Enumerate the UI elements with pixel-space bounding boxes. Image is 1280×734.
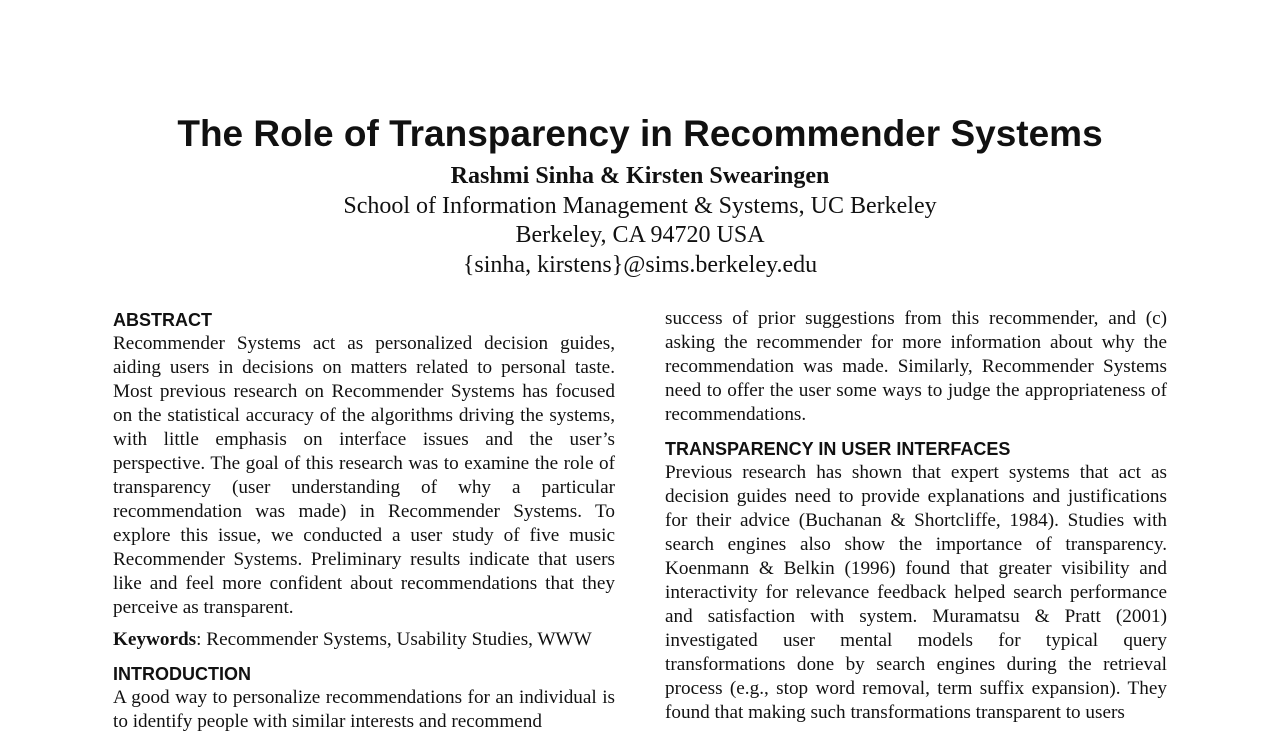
abstract-heading: ABSTRACT	[113, 310, 212, 330]
author-address: Berkeley, CA 94720 USA	[515, 222, 765, 248]
continued-paragraph: success of prior suggestions from this recommender, and (c) asking the recommender for more information about why the recommendation was made. Similarly, Recommender Systems need to offer the user some ways to judge the appropriateness of recommendations.	[665, 308, 1167, 425]
abstract-text: Recommender Systems act as personalized decision guides, aiding users in decisions on matters related to personal taste. Most previous research on Recommender Systems has focused on the statistical accuracy of the algorithms driving the systems, with little emphasis on interface issues and the user’s perspective. The goal of this research was to examine the role of transparency (user understanding of why a particular recommendation was made) in Recommender Systems. To explore this issue, we conducted a user study of five music Recommender Systems. Preliminary results indicate that users like and feel more confident about recommendations that they perceive as transparent.	[113, 333, 615, 618]
author-email: {sinha, kirstens}@sims.berkeley.edu	[462, 251, 818, 278]
author-affiliation: School of Information Management & Systems, UC Berkeley	[343, 192, 937, 219]
author-block	[0, 162, 1280, 280]
keywords-label: Keywords	[113, 629, 197, 650]
transparency-text: Previous research has shown that expert systems that act as decision guides need to provide explanations and justifications for their advice (Buchanan & Shortcliffe, 1984). Studies with search engines also show the importance of transparency. Koenmann & Belkin (1996) found that greater visibility and interactivity for relevance feedback helped search performance and satisfaction with system. Muramatsu & Pratt (2001) investigated user mental models for typical query transformations done by search engines during the retrieval process (e.g., stop word removal, term suffix expansion). They found that making such transformations transparent to users	[665, 462, 1167, 723]
introduction-text: A good way to personalize recommendations for an individual is to identify people with similar interests and recommend	[113, 687, 615, 732]
introduction-heading: INTRODUCTION	[113, 664, 251, 684]
keywords-text: : Recommender Systems, Usability Studies, WWW	[196, 629, 592, 650]
author-names: Rashmi Sinha & Kirsten Swearingen	[450, 163, 830, 189]
keywords-line	[113, 628, 615, 652]
right-column	[665, 307, 1167, 725]
left-column	[113, 308, 615, 734]
paper-title: The Role of Transparency in Recommender Systems	[177, 113, 1103, 154]
transparency-heading: TRANSPARENCY IN USER INTERFACES	[665, 439, 1011, 459]
